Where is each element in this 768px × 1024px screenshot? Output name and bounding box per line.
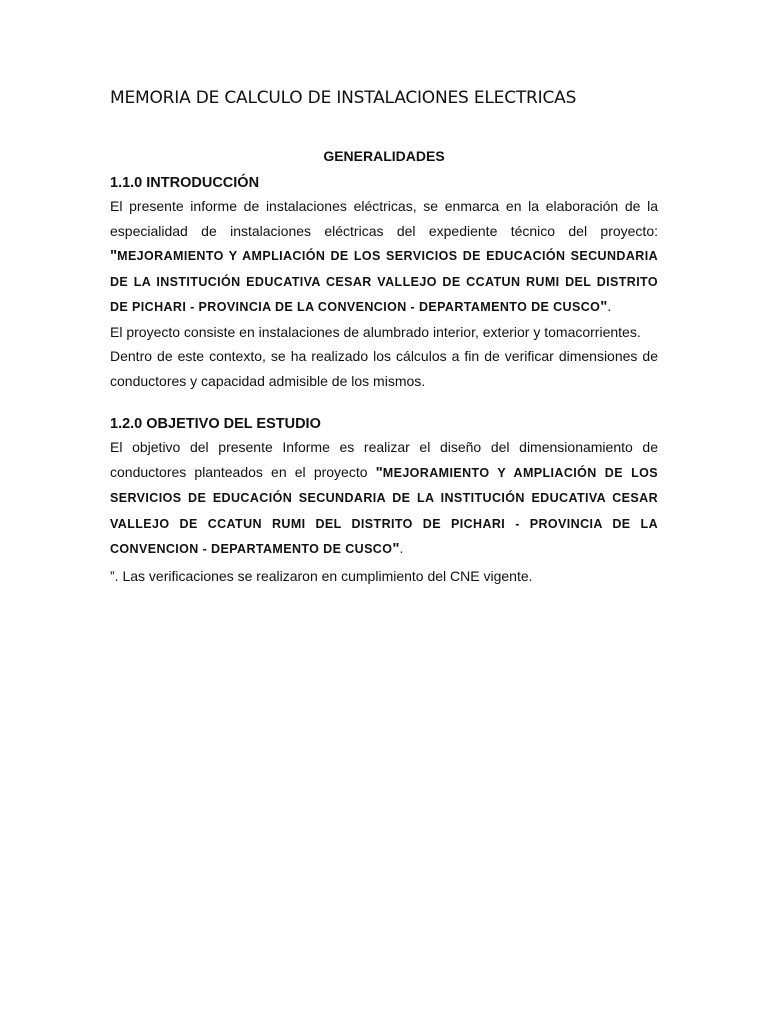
intro-paragraph-1-text: El presente informe de instalaciones eléctricas, se enmarca en la elaboración de la especialidad de instalaciones eléctricas del expediente técnico del proyecto: [110,198,658,239]
intro-paragraph-1 [110,194,658,320]
document-title: MEMORIA DE CALCULO DE INSTALACIONES ELECTRICAS [110,88,577,108]
objective-quote-open: " [375,463,383,481]
intro-paragraph-2: El proyecto consiste en instalaciones de alumbrado interior, exterior y tomacorrientes. [110,323,641,340]
section-title-generalidades: GENERALIDADES [323,148,445,164]
objective-paragraph-1 [110,435,658,562]
intro-heading: 1.1.0 INTRODUCCIÓN [110,175,260,191]
intro-quote-open: " [110,247,118,264]
intro-project-name: MEJORAMIENTO Y AMPLIACIÓN DE LOS SERVICIOS DE EDUCACIÓN SECUNDARIA DE LA INSTITUCIÓN EDUCATIVA CESAR VALLEJO DE CCATUN RUMI DEL DISTRITO DE PICHARI - PROVINCIA DE LA CONVENCION - DEPARTAMENTO DE CUSCO [110,249,658,314]
intro-paragraph-3: Dentro de este contexto, se ha realizado los cálculos a fin de verificar dimensiones de conductores y capacidad admisible de los mismos. [110,348,658,389]
objective-heading: 1.2.0 OBJETIVO DEL ESTUDIO [110,416,321,432]
document-content [110,86,658,588]
objective-paragraph-1-end: . [399,540,404,556]
intro-paragraph-1-end: . [607,298,612,314]
objective-paragraph-2: ”. Las verificaciones se realizaron en cumplimiento del CNE vigente. [110,567,533,584]
objective-project-name: MEJORAMIENTO Y AMPLIACIÓN DE LOS SERVICIOS DE EDUCACIÓN SECUNDARIA DE LA INSTITUCIÓN EDUCATIVA CESAR VALLEJO DE CCATUN RUMI DEL DISTRITO DE PICHARI - PROVINCIA DE LA CONVENCION - DEPARTAMENTO DE CUSCO [110,465,658,556]
objective-paragraph-1-text: El objetivo del presente Informe es realizar el diseño del dimensionamiento de conductores planteados en el proyecto [110,439,658,480]
intro-quote-close: " [600,298,608,315]
objective-quote-close: " [392,540,400,557]
